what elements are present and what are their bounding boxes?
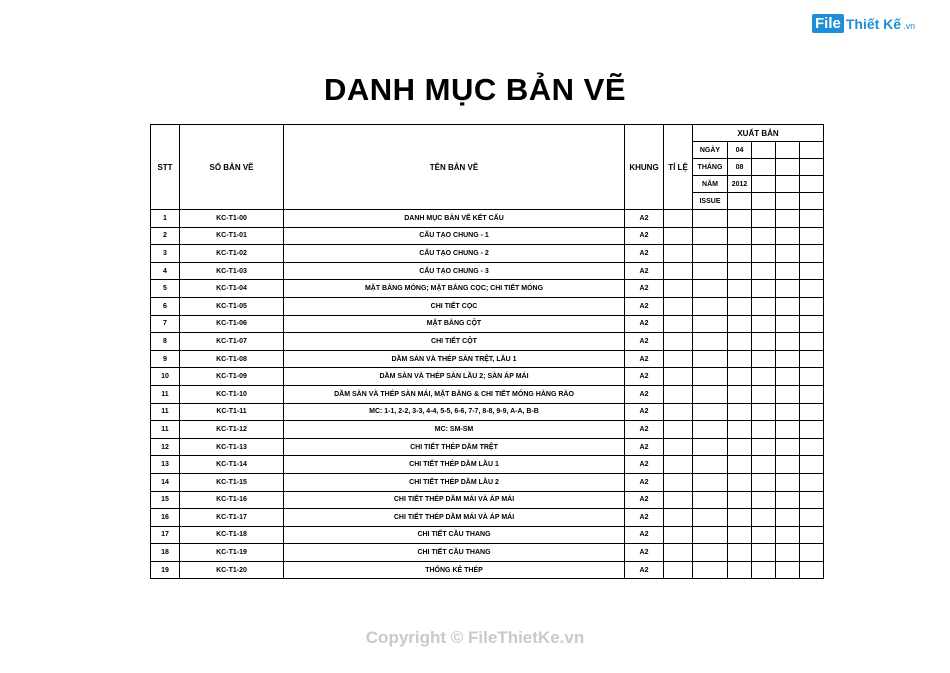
row-empty-cell [664,491,693,509]
row-empty-cell [776,561,800,579]
row-stt: 1 [151,210,180,228]
row-khung: A2 [625,438,664,456]
table-row [151,473,824,491]
row-empty-cell [752,297,776,315]
row-code: KC-T1-15 [180,473,284,491]
table-row [151,350,824,368]
issue-label: THÁNG [693,159,728,176]
row-khung: A2 [625,350,664,368]
issue-cell [776,176,800,193]
row-empty-cell [776,333,800,351]
row-empty-cell [664,333,693,351]
row-empty-cell [776,385,800,403]
row-empty-cell [800,544,824,562]
row-stt: 13 [151,456,180,474]
row-empty-cell [728,297,752,315]
row-empty-cell [776,509,800,527]
row-code: KC-T1-07 [180,333,284,351]
row-empty-cell [800,421,824,439]
row-empty-cell [693,421,728,439]
row-empty-cell [728,509,752,527]
row-code: KC-T1-00 [180,210,284,228]
row-empty-cell [800,473,824,491]
row-code: KC-T1-08 [180,350,284,368]
row-name: CẤU TẠO CHUNG - 3 [284,262,625,280]
row-code: KC-T1-03 [180,262,284,280]
row-empty-cell [752,333,776,351]
row-empty-cell [800,350,824,368]
table-row [151,262,824,280]
drawing-index-table [150,124,824,579]
row-empty-cell [728,421,752,439]
row-khung: A2 [625,561,664,579]
table-row [151,544,824,562]
header-stt: STT [151,125,180,210]
table-row [151,385,824,403]
row-code: KC-T1-02 [180,245,284,263]
row-empty-cell [664,262,693,280]
issue-cell [776,142,800,159]
row-khung: A2 [625,210,664,228]
row-empty-cell [728,526,752,544]
row-name: CHI TIẾT THÉP DẦM MÁI VÀ ÁP MÁI [284,491,625,509]
row-empty-cell [728,315,752,333]
row-name: DẦM SÀN VÀ THÉP SÀN TRỆT, LẦU 1 [284,350,625,368]
row-khung: A2 [625,403,664,421]
row-khung: A2 [625,473,664,491]
row-empty-cell [800,227,824,245]
row-empty-cell [693,315,728,333]
table-row [151,421,824,439]
row-empty-cell [776,403,800,421]
row-khung: A2 [625,333,664,351]
row-empty-cell [752,368,776,386]
issue-cell [752,176,776,193]
row-empty-cell [776,526,800,544]
issue-value: 04 [728,142,752,159]
row-empty-cell [693,385,728,403]
row-empty-cell [800,262,824,280]
row-name: CHI TIẾT CỘT [284,333,625,351]
row-empty-cell [776,491,800,509]
row-empty-cell [800,385,824,403]
table-row [151,526,824,544]
row-empty-cell [776,544,800,562]
table-row [151,333,824,351]
row-code: KC-T1-01 [180,227,284,245]
row-empty-cell [776,280,800,298]
row-empty-cell [728,280,752,298]
row-khung: A2 [625,297,664,315]
row-name: CẤU TẠO CHUNG - 1 [284,227,625,245]
row-empty-cell [776,227,800,245]
row-stt: 11 [151,403,180,421]
issue-cell [800,193,824,210]
row-empty-cell [800,509,824,527]
issue-cell [776,193,800,210]
row-empty-cell [728,350,752,368]
row-empty-cell [664,210,693,228]
row-code: KC-T1-19 [180,544,284,562]
row-empty-cell [728,473,752,491]
row-name: CHI TIẾT CỌC [284,297,625,315]
issue-cell [800,142,824,159]
table-row [151,368,824,386]
row-empty-cell [800,438,824,456]
row-empty-cell [728,368,752,386]
row-empty-cell [728,333,752,351]
issue-cell [800,176,824,193]
table-row [151,456,824,474]
row-empty-cell [664,473,693,491]
row-code: KC-T1-09 [180,368,284,386]
row-empty-cell [728,227,752,245]
row-empty-cell [800,315,824,333]
row-stt: 17 [151,526,180,544]
row-empty-cell [752,262,776,280]
row-empty-cell [728,456,752,474]
row-empty-cell [752,544,776,562]
row-empty-cell [728,245,752,263]
row-empty-cell [776,315,800,333]
row-empty-cell [752,350,776,368]
header-khung: KHUNG [625,125,664,210]
table-row [151,315,824,333]
row-empty-cell [664,385,693,403]
row-name: MẶT BẰNG MÓNG; MẶT BẰNG CỌC; CHI TIẾT MÓNG [284,280,625,298]
row-name: CHI TIẾT THÉP DẦM LẦU 1 [284,456,625,474]
issue-label: ISSUE [693,193,728,210]
row-empty-cell [752,227,776,245]
issue-cell [776,159,800,176]
table-row [151,245,824,263]
row-empty-cell [776,245,800,263]
row-empty-cell [664,561,693,579]
row-name: MẶT BẰNG CỘT [284,315,625,333]
table-row [151,210,824,228]
row-stt: 18 [151,544,180,562]
row-empty-cell [693,297,728,315]
row-code: KC-T1-13 [180,438,284,456]
row-khung: A2 [625,368,664,386]
row-code: KC-T1-10 [180,385,284,403]
row-name: DANH MỤC BẢN VẼ KẾT CẤU [284,210,625,228]
row-empty-cell [800,491,824,509]
row-empty-cell [693,491,728,509]
row-empty-cell [693,561,728,579]
row-empty-cell [664,509,693,527]
issue-value: 2012 [728,176,752,193]
header-ten-ban-ve: TÊN BẢN VẼ [284,125,625,210]
row-empty-cell [776,368,800,386]
row-empty-cell [800,561,824,579]
row-stt: 9 [151,350,180,368]
row-empty-cell [728,403,752,421]
header-so-ban-ve: SỐ BẢN VẼ [180,125,284,210]
row-name: CẤU TẠO CHUNG - 2 [284,245,625,263]
row-name: CHI TIẾT CẦU THANG [284,544,625,562]
row-empty-cell [800,526,824,544]
row-empty-cell [728,262,752,280]
row-khung: A2 [625,280,664,298]
row-empty-cell [693,438,728,456]
row-empty-cell [752,421,776,439]
row-empty-cell [728,210,752,228]
row-empty-cell [728,561,752,579]
row-empty-cell [728,544,752,562]
row-name: CHI TIẾT THÉP DẦM LẦU 2 [284,473,625,491]
row-empty-cell [800,333,824,351]
row-code: KC-T1-11 [180,403,284,421]
row-stt: 10 [151,368,180,386]
row-empty-cell [693,245,728,263]
table-row [151,297,824,315]
row-empty-cell [728,385,752,403]
row-empty-cell [800,280,824,298]
row-code: KC-T1-17 [180,509,284,527]
header-xuat-ban: XUẤT BẢN [693,125,824,142]
row-khung: A2 [625,456,664,474]
row-empty-cell [752,526,776,544]
row-khung: A2 [625,421,664,439]
row-empty-cell [800,456,824,474]
row-code: KC-T1-20 [180,561,284,579]
row-empty-cell [776,421,800,439]
row-stt: 5 [151,280,180,298]
issue-cell [752,142,776,159]
row-empty-cell [664,350,693,368]
row-name: DẦM SÀN VÀ THÉP SÀN LẦU 2; SÀN ÁP MÁI [284,368,625,386]
row-empty-cell [693,368,728,386]
row-empty-cell [664,368,693,386]
issue-value [728,193,752,210]
row-empty-cell [776,350,800,368]
row-empty-cell [752,456,776,474]
row-empty-cell [776,262,800,280]
issue-label: NĂM [693,176,728,193]
issue-cell [800,159,824,176]
row-empty-cell [664,297,693,315]
row-empty-cell [693,509,728,527]
table-row [151,438,824,456]
row-empty-cell [693,403,728,421]
row-empty-cell [693,210,728,228]
row-khung: A2 [625,227,664,245]
row-empty-cell [800,210,824,228]
row-stt: 12 [151,438,180,456]
row-stt: 3 [151,245,180,263]
table-row [151,491,824,509]
row-code: KC-T1-18 [180,526,284,544]
row-empty-cell [752,210,776,228]
row-stt: 16 [151,509,180,527]
row-empty-cell [752,491,776,509]
row-name: THỐNG KÊ THÉP [284,561,625,579]
row-empty-cell [752,509,776,527]
row-empty-cell [800,245,824,263]
row-empty-cell [800,297,824,315]
table-row [151,227,824,245]
row-empty-cell [664,421,693,439]
row-stt: 11 [151,385,180,403]
row-empty-cell [752,438,776,456]
row-name: DẦM SÀN VÀ THÉP SÀN MÁI, MẶT BẰNG & CHI TIẾT MÓNG HÀNG RÀO [284,385,625,403]
row-code: KC-T1-12 [180,421,284,439]
logo-file-text: File [812,14,844,33]
row-code: KC-T1-05 [180,297,284,315]
row-empty-cell [693,473,728,491]
row-empty-cell [728,491,752,509]
row-empty-cell [776,456,800,474]
row-empty-cell [752,315,776,333]
row-stt: 11 [151,421,180,439]
row-stt: 15 [151,491,180,509]
row-stt: 14 [151,473,180,491]
row-khung: A2 [625,491,664,509]
row-empty-cell [776,438,800,456]
row-name: MC: 1-1, 2-2, 3-3, 4-4, 5-5, 6-6, 7-7, 8-8, 9-9, A-A, B-B [284,403,625,421]
row-empty-cell [664,280,693,298]
row-empty-cell [664,438,693,456]
header-ti-le: TỈ LỆ [664,125,693,210]
logo-name-text: Thiết Kế [845,15,902,32]
row-empty-cell [693,227,728,245]
row-code: KC-T1-04 [180,280,284,298]
row-empty-cell [664,403,693,421]
site-logo[interactable] [812,14,915,33]
row-code: KC-T1-06 [180,315,284,333]
row-code: KC-T1-14 [180,456,284,474]
logo-domain-text: .vn [903,20,916,31]
row-khung: A2 [625,509,664,527]
row-empty-cell [752,280,776,298]
row-khung: A2 [625,315,664,333]
row-empty-cell [693,350,728,368]
row-empty-cell [752,473,776,491]
row-khung: A2 [625,245,664,263]
row-empty-cell [752,245,776,263]
table-row [151,280,824,298]
row-empty-cell [776,473,800,491]
table-row [151,403,824,421]
row-empty-cell [693,333,728,351]
row-name: MC: SM-SM [284,421,625,439]
page-title: DANH MỤC BẢN VẼ [324,72,626,107]
row-stt: 2 [151,227,180,245]
row-empty-cell [664,227,693,245]
row-name: CHI TIẾT THÉP DẦM TRỆT [284,438,625,456]
row-name: CHI TIẾT THÉP DẦM MÁI VÀ ÁP MÁI [284,509,625,527]
row-khung: A2 [625,262,664,280]
row-empty-cell [664,315,693,333]
row-empty-cell [776,297,800,315]
row-empty-cell [752,385,776,403]
row-empty-cell [752,561,776,579]
row-khung: A2 [625,385,664,403]
table-row [151,561,824,579]
row-stt: 8 [151,333,180,351]
row-empty-cell [693,262,728,280]
issue-cell [752,159,776,176]
row-empty-cell [693,456,728,474]
issue-value: 08 [728,159,752,176]
row-stt: 4 [151,262,180,280]
row-khung: A2 [625,544,664,562]
row-empty-cell [800,368,824,386]
row-stt: 7 [151,315,180,333]
row-empty-cell [664,456,693,474]
row-empty-cell [752,403,776,421]
row-stt: 6 [151,297,180,315]
row-empty-cell [664,245,693,263]
row-empty-cell [664,526,693,544]
row-khung: A2 [625,526,664,544]
row-name: CHI TIẾT CẦU THANG [284,526,625,544]
row-empty-cell [728,438,752,456]
row-code: KC-T1-16 [180,491,284,509]
row-empty-cell [693,544,728,562]
issue-label: NGÀY [693,142,728,159]
row-empty-cell [693,526,728,544]
row-stt: 19 [151,561,180,579]
table-row [151,509,824,527]
row-empty-cell [776,210,800,228]
copyright-watermark: Copyright © FileThietKe.vn [365,628,585,647]
issue-cell [752,193,776,210]
row-empty-cell [693,280,728,298]
row-empty-cell [800,403,824,421]
row-empty-cell [664,544,693,562]
